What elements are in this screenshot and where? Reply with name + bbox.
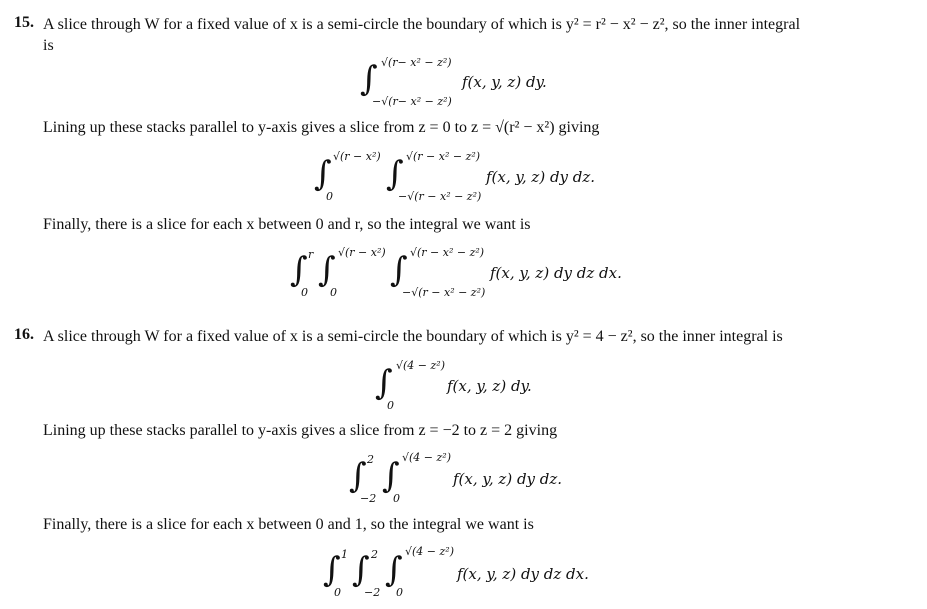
integral-sign: ∫	[318, 250, 336, 290]
integral-sign: ∫	[382, 456, 400, 496]
upper-limit: √(4 − z²)	[396, 359, 446, 372]
inner-upper-limit: √(4 − z²)	[402, 451, 452, 464]
integral-sign: ∫	[352, 550, 370, 590]
integrand: f(x, y, z) dy dz.	[453, 470, 563, 488]
integral-sign: ∫	[386, 154, 404, 194]
outer-lower-limit: −2	[360, 492, 377, 505]
inner-upper-limit: √(r − x² − z²)	[406, 150, 481, 163]
integral-sign: ∫	[323, 550, 341, 590]
integral-sign: ∫	[375, 363, 393, 403]
problem-15-number: 15.	[14, 14, 34, 31]
problem-16-step-2: Lining up these stacks parallel to y-axis gives a slice from z = −2 to z = 2 giving	[43, 422, 558, 439]
lower-limit: 0	[387, 399, 394, 412]
l2-upper-limit: 2	[371, 548, 378, 561]
lower-limit: −√(r− x² − z²)	[372, 95, 452, 108]
l2-upper-limit: √(r − x²)	[338, 246, 386, 259]
integral-sign: ∫	[349, 456, 367, 496]
l3-upper-limit: √(4 − z²)	[405, 545, 455, 558]
integrand: f(x, y, z) dy dz dx.	[457, 565, 589, 583]
l3-lower-limit: 0	[396, 586, 403, 599]
problem-15-step-3: Finally, there is a slice for each x between 0 and r, so the integral we want is	[43, 216, 531, 233]
problem-16-step-3: Finally, there is a slice for each x between 0 and 1, so the integral we want is	[43, 516, 534, 533]
problem-16-intro: A slice through W for a fixed value of x is a semi-circle the boundary of which is y² = 4 − z², so the inner integral is	[43, 328, 783, 345]
problem-15-intro-cont: is	[43, 37, 54, 54]
integrand: f(x, y, z) dy dz dx.	[490, 264, 622, 282]
integral-sign: ∫	[290, 250, 308, 290]
integrand: f(x, y, z) dy dz.	[486, 168, 596, 186]
l2-lower-limit: 0	[330, 286, 337, 299]
integrand: f(x, y, z) dy.	[447, 377, 532, 395]
problem-15-intro: A slice through W for a fixed value of x is a semi-circle the boundary of which is y² = r² − x² − z², so the inner integral	[43, 16, 801, 33]
outer-lower-limit: 0	[326, 190, 333, 203]
l1-lower-limit: 0	[334, 586, 341, 599]
l3-upper-limit: √(r − x² − z²)	[410, 246, 485, 259]
integral-sign: ∫	[390, 250, 408, 290]
inner-lower-limit: −√(r − x² − z²)	[398, 190, 482, 203]
inner-lower-limit: 0	[393, 492, 400, 505]
outer-upper-limit: √(r − x²)	[333, 150, 381, 163]
l1-upper-limit: r	[308, 248, 314, 261]
l1-lower-limit: 0	[301, 286, 308, 299]
l2-lower-limit: −2	[364, 586, 381, 599]
outer-upper-limit: 2	[367, 453, 374, 466]
l1-upper-limit: 1	[341, 548, 348, 561]
problem-15-step-2: Lining up these stacks parallel to y-axis gives a slice from z = 0 to z = √(r² − x²) giving	[43, 119, 600, 136]
integral-sign: ∫	[360, 59, 378, 99]
l3-lower-limit: −√(r − x² − z²)	[402, 286, 486, 299]
upper-limit: √(r− x² − z²)	[381, 56, 452, 69]
integral-sign: ∫	[385, 550, 403, 590]
integrand: f(x, y, z) dy.	[462, 73, 547, 91]
problem-16-number: 16.	[14, 326, 34, 343]
integral-sign: ∫	[314, 154, 332, 194]
